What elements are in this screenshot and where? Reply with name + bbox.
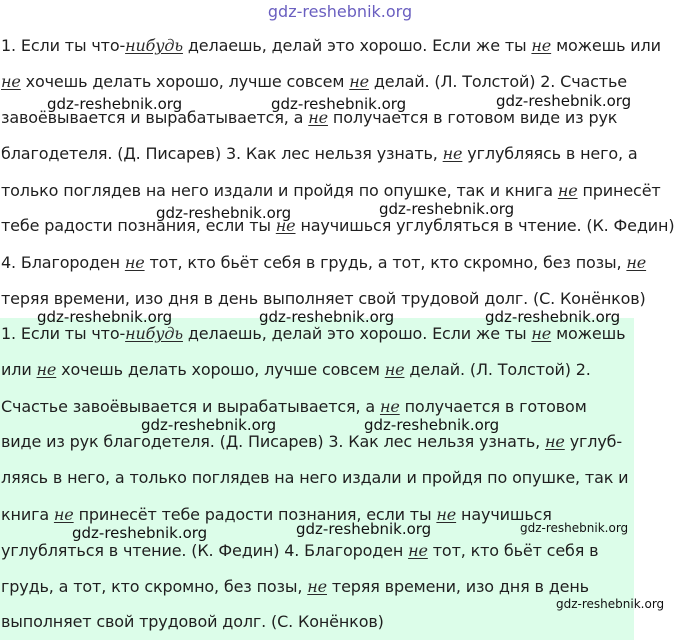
text-segment: тот, кто бьёт себя в грудь, а тот, кто скромно, без позы, (144, 253, 627, 272)
text-line (1, 181, 661, 201)
text-segment: делаешь, делай это хорошо. Если же ты (182, 324, 532, 343)
text-line (1, 360, 591, 380)
text-segment: углубляться в чтение. (К. Федин) 4. Благороден (1, 541, 409, 560)
underlined-particle: не (275, 216, 296, 235)
site-header[interactable]: gdz-reshebnik.org (267, 2, 413, 21)
underlined-particle: не (308, 108, 328, 127)
text-segment: завоёвывается и вырабатывается, а (1, 108, 309, 127)
text-segment: 1. Если ты что- (1, 36, 126, 55)
text-segment: хочешь делать хорошо, лучше совсем (20, 72, 350, 91)
text-segment: или (1, 360, 37, 379)
watermark: gdz-reshebnik.org (271, 95, 407, 113)
underlined-particle: не (379, 397, 400, 416)
text-segment: ляясь в него, а только поглядев на него издали и пройдя по опушке, так и (1, 468, 629, 487)
underlined-particle: не (626, 253, 647, 272)
text-line (1, 253, 646, 273)
watermark: gdz-reshebnik.org (379, 200, 515, 218)
underlined-particle: не (307, 577, 327, 596)
watermark: gdz-reshebnik.org (37, 308, 173, 326)
text-segment: можешь (551, 324, 626, 343)
text-segment: 1. Если ты что- (1, 324, 126, 343)
text-line (1, 144, 638, 164)
text-segment: получается в готовом виде из рук (327, 108, 618, 127)
text-segment: теряя времени, изо дня в день (326, 577, 589, 596)
underlined-particle: не (53, 505, 74, 524)
watermark: gdz-reshebnik.org (259, 308, 395, 326)
watermark: gdz-reshebnik.org (141, 416, 277, 434)
text-segment: научишься углубляться в чтение. (К. Федин) (295, 216, 675, 235)
text-segment: получается в готовом (399, 397, 587, 416)
underlined-particle: не (531, 324, 552, 343)
text-segment: выполняет свой трудовой долг. (С. Конёнков) (1, 612, 384, 631)
text-segment: можешь или (551, 36, 661, 55)
watermark: gdz-reshebnik.org (47, 95, 183, 113)
text-line (1, 216, 674, 236)
text-line (1, 505, 552, 525)
watermark: gdz-reshebnik.org (364, 416, 500, 434)
text-line (1, 541, 598, 561)
text-segment: принесёт тебе радости познания, если ты (73, 505, 437, 524)
underlined-particle: не (442, 144, 463, 163)
text-segment: теряя времени, изо дня в день выполняет свой трудовой долг. (С. Конёнков) (1, 289, 646, 308)
underlined-particle: не (36, 360, 57, 379)
underlined-particle: не (384, 360, 405, 379)
underlined-particle: не (557, 181, 578, 200)
underlined-particle: не (408, 541, 428, 560)
text-segment: грудь, а тот, кто скромно, без позы, (1, 577, 308, 596)
text-segment: делай. (Л. Толстой) 2. (404, 360, 591, 379)
text-line (1, 397, 587, 417)
underlined-particle: нибудь (125, 36, 183, 55)
text-segment: делаешь, делай это хорошо. Если же ты (182, 36, 532, 55)
text-segment: благодетеля. (Д. Писарев) 3. Как лес нельзя узнать, (1, 144, 443, 163)
text-line (1, 324, 625, 344)
watermark: gdz-reshebnik.org (296, 520, 432, 538)
text-segment: Счастье завоёвывается и вырабатывается, а (1, 397, 380, 416)
text-segment: тебе радости познания, если ты (1, 216, 276, 235)
text-line (1, 577, 589, 597)
text-line (1, 289, 646, 309)
underlined-particle: не (349, 72, 369, 91)
watermark: gdz-reshebnik.org (556, 597, 665, 611)
text-segment: книга (1, 505, 54, 524)
text-line (1, 432, 622, 452)
text-segment: виде из рук благодетеля. (Д. Писарев) 3. Как лес нельзя узнать, (1, 432, 546, 451)
text-segment: 4. Благороден (1, 253, 125, 272)
watermark: gdz-reshebnik.org (72, 524, 208, 542)
watermark: gdz-reshebnik.org (520, 521, 629, 535)
text-segment: делай. (Л. Толстой) 2. Счастье (368, 72, 627, 91)
underlined-particle: нибудь (125, 324, 183, 343)
underlined-particle: не (124, 253, 145, 272)
text-line (1, 468, 628, 488)
watermark: gdz-reshebnik.org (156, 204, 292, 222)
watermark: gdz-reshebnik.org (496, 92, 632, 110)
underlined-particle: не (545, 432, 565, 451)
watermark: gdz-reshebnik.org (485, 308, 621, 326)
underlined-particle: не (436, 505, 457, 524)
underlined-particle: не (531, 36, 552, 55)
text-segment: только поглядев на него издали и пройдя по опушке, так и книга (1, 181, 558, 200)
underlined-particle: не (1, 72, 21, 91)
text-line (1, 36, 661, 56)
text-segment: углуб- (564, 432, 623, 451)
text-segment: тот, кто бьёт себя в (427, 541, 599, 560)
text-segment: принесёт (577, 181, 661, 200)
text-line (1, 612, 384, 632)
text-segment: научишься (456, 505, 552, 524)
text-line (1, 72, 627, 92)
text-segment: хочешь делать хорошо, лучше совсем (56, 360, 385, 379)
text-segment: углубляясь в него, а (462, 144, 638, 163)
